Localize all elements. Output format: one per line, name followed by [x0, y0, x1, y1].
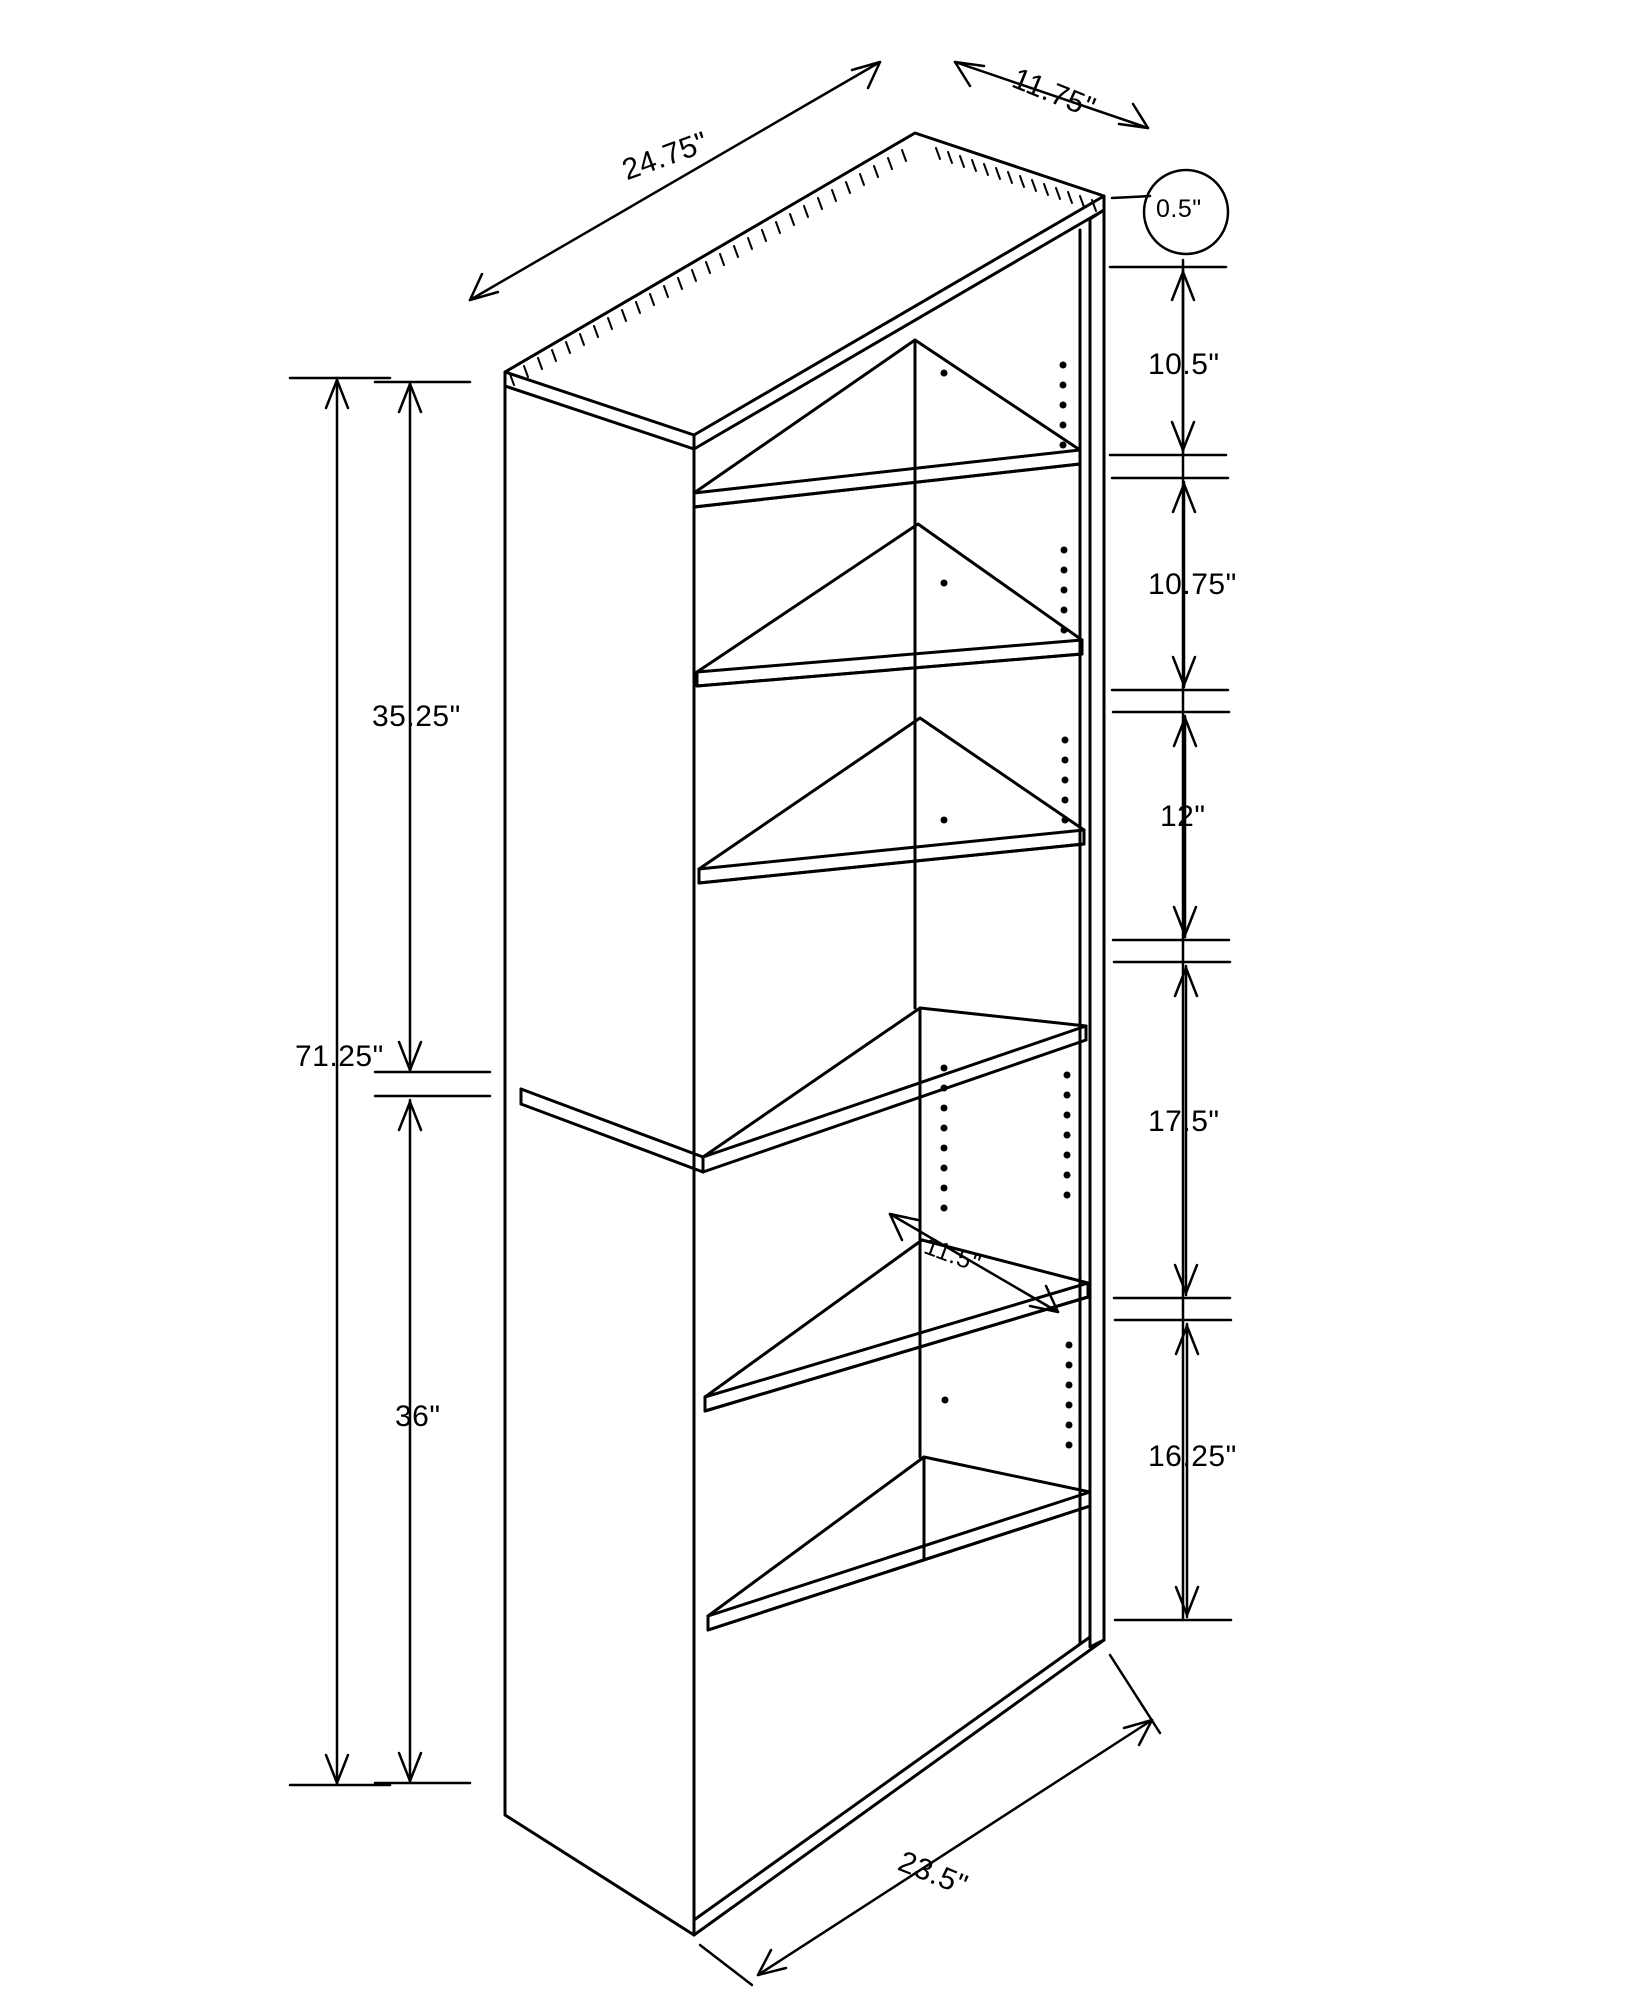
top-panel-face [505, 133, 1104, 435]
dim-label-panel-thickness: 0.5" [1156, 195, 1202, 223]
dim-label-top-width: 24.75" [618, 125, 713, 188]
dim-label-lower-section-height: 36" [395, 1400, 441, 1433]
dim-label-upper-section-height: 35.25" [372, 700, 461, 733]
dim-label-base-width: 23.5" [893, 1845, 973, 1903]
dim-label-total-height: 71.25" [295, 1040, 384, 1073]
dim-label-top-depth: 11.75" [1007, 62, 1101, 126]
dim-label-shelf-gap-1: 10.5" [1148, 348, 1220, 381]
dim-label-shelf-gap-2: 10.75" [1148, 568, 1237, 601]
dim-label-shelf-gap-5: 16.25" [1148, 1440, 1237, 1473]
dim-label-shelf-gap-4: 17.5" [1148, 1105, 1220, 1138]
dim-label-shelf-depth: 11.5" [920, 1232, 985, 1279]
dim-label-shelf-gap-3: 12" [1160, 800, 1206, 833]
